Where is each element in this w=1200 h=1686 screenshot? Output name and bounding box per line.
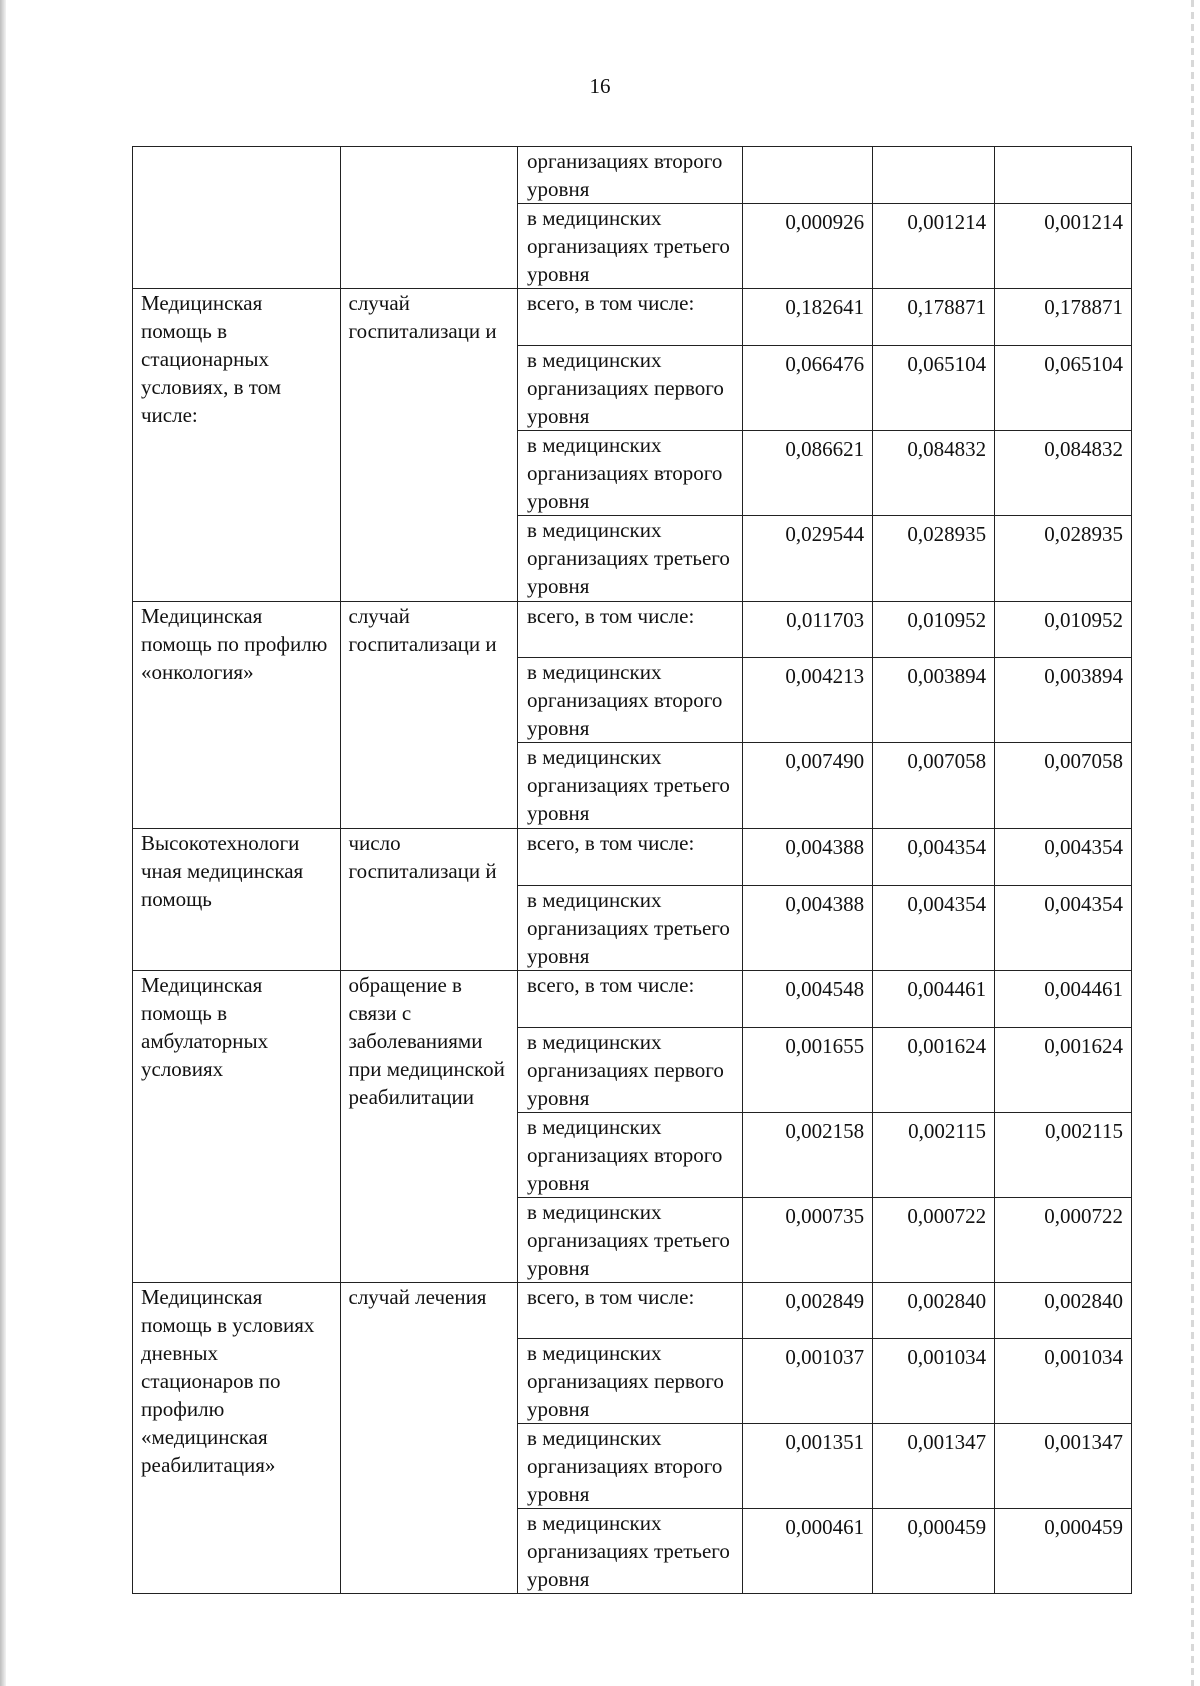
value-cell: 0,001034 [873,1339,995,1424]
value-cell: 0,001347 [995,1424,1132,1509]
table-row [133,971,1132,1028]
value-cell: 0,004388 [742,886,872,971]
table-row [133,289,1132,346]
value-cell: 0,029544 [742,516,872,602]
table-row [133,147,1132,204]
subgroup-cell: всего, в том числе: [518,602,743,658]
subgroup-cell: организациях второго уровня [518,147,743,204]
value-cell: 0,182641 [742,289,872,346]
value-cell [995,147,1132,204]
value-cell: 0,002840 [995,1283,1132,1339]
value-cell [742,147,872,204]
value-cell: 0,004548 [742,971,872,1028]
value-cell: 0,028935 [995,516,1132,602]
subgroup-cell: в медицинских организациях третьего уровня [518,743,743,829]
scan-right-edge [1191,0,1194,1686]
unit-cell: случай госпитализаци и [340,289,518,602]
value-cell: 0,086621 [742,431,872,516]
value-cell: 0,001624 [995,1028,1132,1113]
value-cell: 0,178871 [873,289,995,346]
subgroup-cell: всего, в том числе: [518,971,743,1028]
value-cell: 0,000722 [873,1198,995,1283]
value-cell: 0,004213 [742,658,872,743]
care-type-cell: Медицинская помощь в условиях дневных стационаров по профилю «медицинская реабилитация» [133,1283,341,1594]
subgroup-cell: в медицинских организациях третьего уровня [518,886,743,971]
value-cell: 0,004354 [995,886,1132,971]
value-cell: 0,000459 [995,1509,1132,1594]
value-cell: 0,007490 [742,743,872,829]
unit-cell: случай госпитализаци и [340,602,518,829]
value-cell: 0,000459 [873,1509,995,1594]
unit-cell [340,147,518,289]
value-cell: 0,001037 [742,1339,872,1424]
value-cell: 0,004354 [995,829,1132,886]
scan-left-edge [0,0,6,1686]
value-cell: 0,065104 [995,346,1132,431]
value-cell: 0,003894 [873,658,995,743]
value-cell: 0,002849 [742,1283,872,1339]
value-cell: 0,011703 [742,602,872,658]
value-cell: 0,004354 [873,829,995,886]
care-type-cell: Медицинская помощь по профилю «онкология» [133,602,341,829]
care-type-cell [133,147,341,289]
value-cell: 0,084832 [873,431,995,516]
rates-table-body [133,147,1132,1594]
subgroup-cell: в медицинских организациях второго уровня [518,1113,743,1198]
page-number: 16 [589,74,611,98]
subgroup-cell: всего, в том числе: [518,289,743,346]
table-row [133,602,1132,658]
value-cell: 0,007058 [995,743,1132,829]
value-cell: 0,002115 [873,1113,995,1198]
value-cell: 0,001347 [873,1424,995,1509]
value-cell: 0,001214 [995,204,1132,289]
subgroup-cell: в медицинских организациях третьего уровня [518,1198,743,1283]
value-cell: 0,065104 [873,346,995,431]
care-type-cell: Медицинская помощь в амбулаторных условиях [133,971,341,1283]
value-cell: 0,002115 [995,1113,1132,1198]
value-cell: 0,004388 [742,829,872,886]
subgroup-cell: в медицинских организациях первого уровня [518,1028,743,1113]
value-cell: 0,001351 [742,1424,872,1509]
care-type-cell: Медицинская помощь в стационарных условиях, в том числе: [133,289,341,602]
value-cell: 0,001655 [742,1028,872,1113]
value-cell: 0,007058 [873,743,995,829]
subgroup-cell: в медицинских организациях второго уровня [518,658,743,743]
value-cell: 0,000926 [742,204,872,289]
unit-cell: число госпитализаци й [340,829,518,971]
value-cell: 0,028935 [873,516,995,602]
value-cell: 0,000461 [742,1509,872,1594]
table-row [133,829,1132,886]
value-cell: 0,010952 [873,602,995,658]
table-row [133,1283,1132,1339]
subgroup-cell: в медицинских организациях первого уровня [518,346,743,431]
value-cell: 0,003894 [995,658,1132,743]
value-cell: 0,002840 [873,1283,995,1339]
subgroup-cell: всего, в том числе: [518,829,743,886]
subgroup-cell: в медицинских организациях третьего уровня [518,516,743,602]
unit-cell: обращение в связи с заболеваниями при медицинской реабилитации [340,971,518,1283]
value-cell: 0,004461 [995,971,1132,1028]
value-cell: 0,178871 [995,289,1132,346]
value-cell: 0,001624 [873,1028,995,1113]
subgroup-cell: в медицинских организациях второго уровня [518,431,743,516]
subgroup-cell: в медицинских организациях третьего уровня [518,1509,743,1594]
value-cell: 0,066476 [742,346,872,431]
value-cell: 0,001034 [995,1339,1132,1424]
value-cell: 0,000735 [742,1198,872,1283]
subgroup-cell: в медицинских организациях первого уровня [518,1339,743,1424]
value-cell: 0,004461 [873,971,995,1028]
value-cell: 0,002158 [742,1113,872,1198]
subgroup-cell: в медицинских организациях третьего уровня [518,204,743,289]
value-cell: 0,000722 [995,1198,1132,1283]
value-cell [873,147,995,204]
value-cell: 0,004354 [873,886,995,971]
subgroup-cell: в медицинских организациях второго уровня [518,1424,743,1509]
value-cell: 0,010952 [995,602,1132,658]
value-cell: 0,084832 [995,431,1132,516]
rates-table [132,146,1132,1594]
care-type-cell: Высокотехнологи чная медицинская помощь [133,829,341,971]
unit-cell: случай лечения [340,1283,518,1594]
value-cell: 0,001214 [873,204,995,289]
subgroup-cell: всего, в том числе: [518,1283,743,1339]
